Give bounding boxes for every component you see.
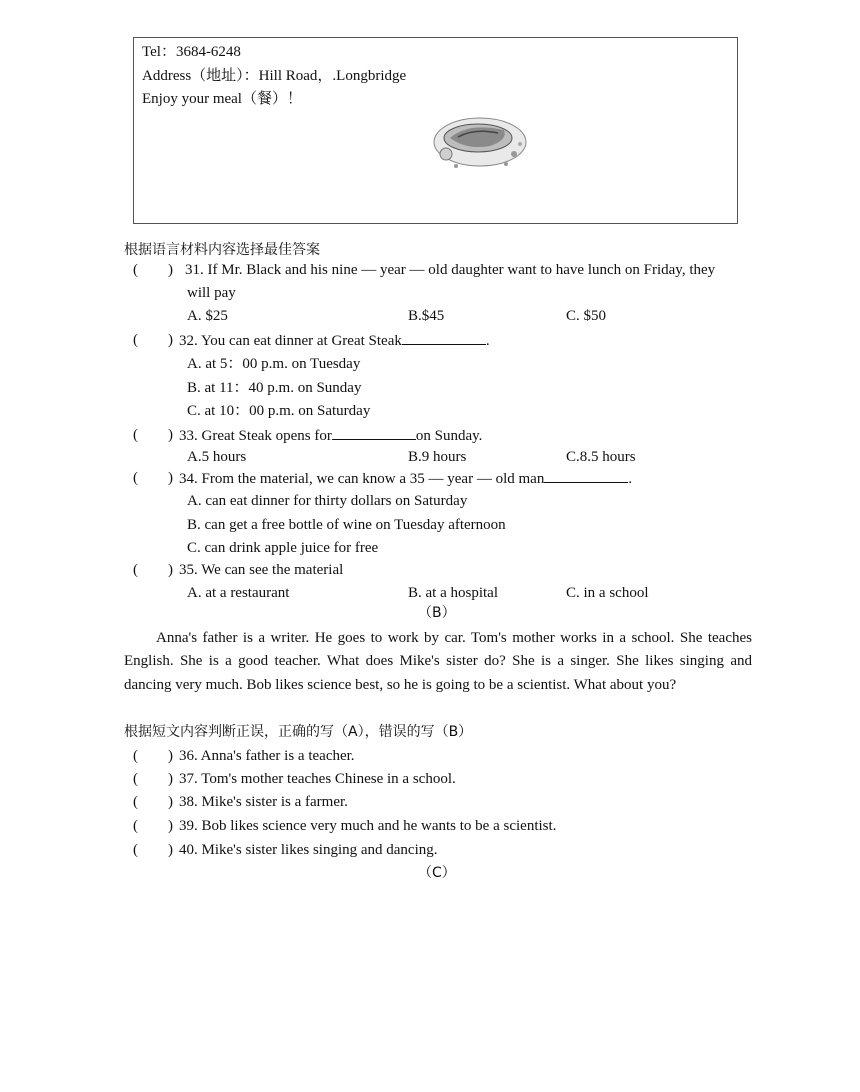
q39-text: 39. Bob likes science very much and he wants to be a scientist. <box>179 818 557 834</box>
q34-blank <box>544 468 628 483</box>
q38-text: 38. Mike's sister is a farmer. <box>179 794 348 810</box>
q33-stem <box>179 425 482 446</box>
q36-paren: ( ) <box>133 748 173 764</box>
q33-option-b: B.9 hours <box>408 449 467 465</box>
steak-illustration <box>428 104 532 174</box>
q31-text-cont: will pay <box>187 285 236 301</box>
q33-blank <box>332 425 416 440</box>
q33-option-a: A.5 hours <box>187 449 247 465</box>
q32-blank <box>402 330 486 345</box>
q32-stem <box>179 330 490 351</box>
section-b-passage: Anna's father is a writer. He goes to work by car. Tom's mother works in a school. She teaches English. She is a good teacher. What does Mike's sister do? She is a singer. She likes singing and dancing very much. Bob likes science best, so he is going to be a scientist. What about you? <box>124 630 752 693</box>
q32-text: 32. You can eat dinner at Great Steak <box>179 333 402 349</box>
q35-option-b: B. at a hospital <box>408 585 498 601</box>
q38-paren: ( ) <box>133 794 173 810</box>
tel-line: Tel：3684-6248 <box>142 44 241 60</box>
q32-end: . <box>485 333 490 349</box>
q32-paren: ( ) <box>133 332 173 348</box>
q33-paren: ( ) <box>133 427 173 443</box>
q34-stem <box>179 468 632 489</box>
q34-text: 34. From the material, we can know a 35 — year — old man <box>179 471 545 487</box>
q34-option-b: B. can get a free bottle of wine on Tuesday afternoon <box>187 517 506 533</box>
q31-text: 31. If Mr. Black and his nine — year — old daughter want to have lunch on Friday, they <box>185 262 716 278</box>
q32-option-c: C. at 10：00 p.m. on Saturday <box>187 403 371 419</box>
q40-text: 40. Mike's sister likes singing and dancing. <box>179 842 438 858</box>
q35-option-a: A. at a restaurant <box>187 585 290 601</box>
q32-option-b: B. at 11：40 p.m. on Sunday <box>187 380 362 396</box>
q33-end: on Sunday. <box>415 428 483 444</box>
section-b-heading: （B） <box>418 605 456 621</box>
q34-end: . <box>628 471 633 487</box>
enjoy-line: Enjoy your meal（餐）！ <box>142 91 302 107</box>
section-c-heading: （C） <box>418 865 456 881</box>
q35-paren: ( ) <box>133 562 173 578</box>
q40-paren: ( ) <box>133 842 173 858</box>
q31-option-a: A. $25 <box>187 308 228 324</box>
q37-paren: ( ) <box>133 771 173 787</box>
q35-option-c: C. in a school <box>566 585 649 601</box>
q31-option-b: B.$45 <box>408 308 445 324</box>
q34-option-c: C. can drink apple juice for free <box>187 540 379 556</box>
q35-text: 35. We can see the material <box>179 562 344 578</box>
q31-option-c: C. $50 <box>566 308 607 324</box>
address-line: Address（地址）：Hill Road，.Longbridge <box>142 68 407 84</box>
section-b-instruction: 根据短文内容判断正误，正确的写（A），错误的写（B） <box>124 724 473 740</box>
q37-text: 37. Tom's mother teaches Chinese in a school. <box>179 771 456 787</box>
q32-option-a: A. at 5：00 p.m. on Tuesday <box>187 356 361 372</box>
q39-paren: ( ) <box>133 818 173 834</box>
q34-paren: ( ) <box>133 470 173 486</box>
q33-text: 33. Great Steak opens for <box>179 428 332 444</box>
section-a-instruction: 根据语言材料内容选择最佳答案 <box>124 242 320 258</box>
q34-option-a: A. can eat dinner for thirty dollars on Saturday <box>187 493 468 509</box>
q33-option-c: C.8.5 hours <box>566 449 636 465</box>
q31-paren: ( ) <box>133 262 173 278</box>
menu-info-box <box>133 37 738 224</box>
q36-text: 36. Anna's father is a teacher. <box>179 748 355 764</box>
